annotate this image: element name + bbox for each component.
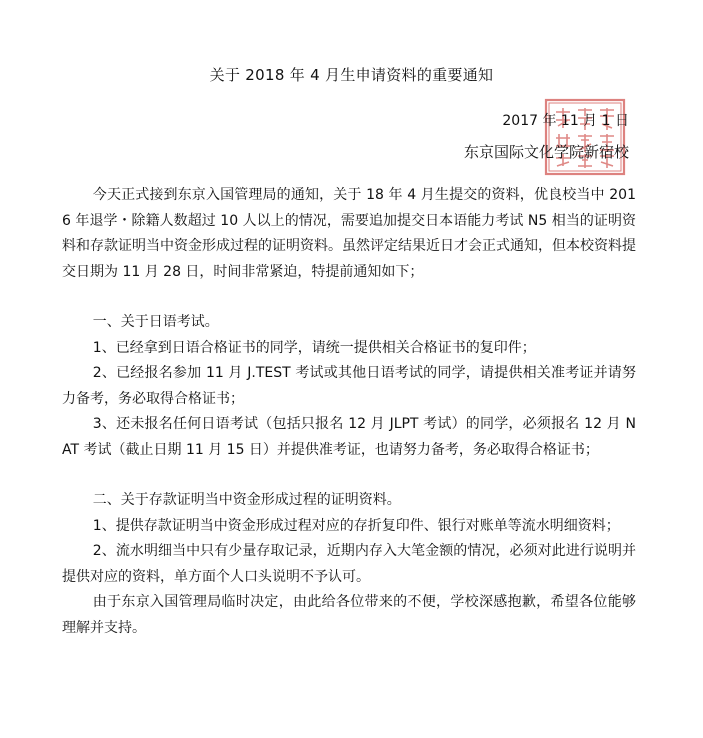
closing-paragraph: 由于东京入国管理局临时决定，由此给各位带来的不便，学校深感抱歉，希望各位能够理解并支持。: [62, 594, 636, 636]
section-1-item: 2、已经报名参加 11 月 J.TEST 考试或其他日语考试的同学，请提供相关准考证并请努力备考，务必取得合格证书；: [62, 365, 636, 407]
issuing-organization: 东京国际文化学院新宿校: [463, 143, 629, 161]
section-2-heading: 二、关于存款证明当中资金形成过程的证明资料。: [92, 492, 401, 508]
paragraph-spacer: [62, 463, 636, 488]
section-2-item: 2、流水明细当中只有少量存取记录，近期内存入大笔金额的情况，必须对此进行说明并提供对应的资料，单方面个人口头说明不予认可。: [62, 543, 636, 585]
paragraph-spacer: [62, 285, 636, 310]
section-1-heading: 一、关于日语考试。: [92, 314, 219, 330]
section-1-item: 1、已经拿到日语合格证书的同学，请统一提供相关合格证书的复印件；: [92, 339, 536, 356]
section-2-item: 1、提供存款证明当中资金形成过程对应的存折复印件、银行对账单等流水明细资料；: [92, 517, 620, 534]
intro-paragraph: 今天正式接到东京入国管理局的通知，关于 18 年 4 月生提交的资料，优良校当中 2016 年退学・除籍人数超过 10 人以上的情况，需要追加提交日本语能力考试 N5 相当的证明资料和存款证明当中资金形成过程的证明资料。虽然评定结果近日才会正式通知，但本校资料提交日期为 11 月 28 日，时间非常紧迫，特提前通知如下；: [62, 187, 636, 280]
section-1-item: 3、还未报名任何日语考试（包括只报名 12 月 JLPT 考试）的同学，必须报名 12 月 NAT 考试（截止日期 11 月 15 日）并提供准考证，也请努力备考，务必取得合格证书；: [62, 416, 636, 458]
document-date: 2017 年 11 月 1 日: [502, 113, 629, 129]
red-seal-stamp-icon: [542, 96, 628, 178]
document-title: 关于 2018 年 4 月生申请资料的重要通知: [209, 66, 494, 84]
document-body: [62, 183, 636, 641]
